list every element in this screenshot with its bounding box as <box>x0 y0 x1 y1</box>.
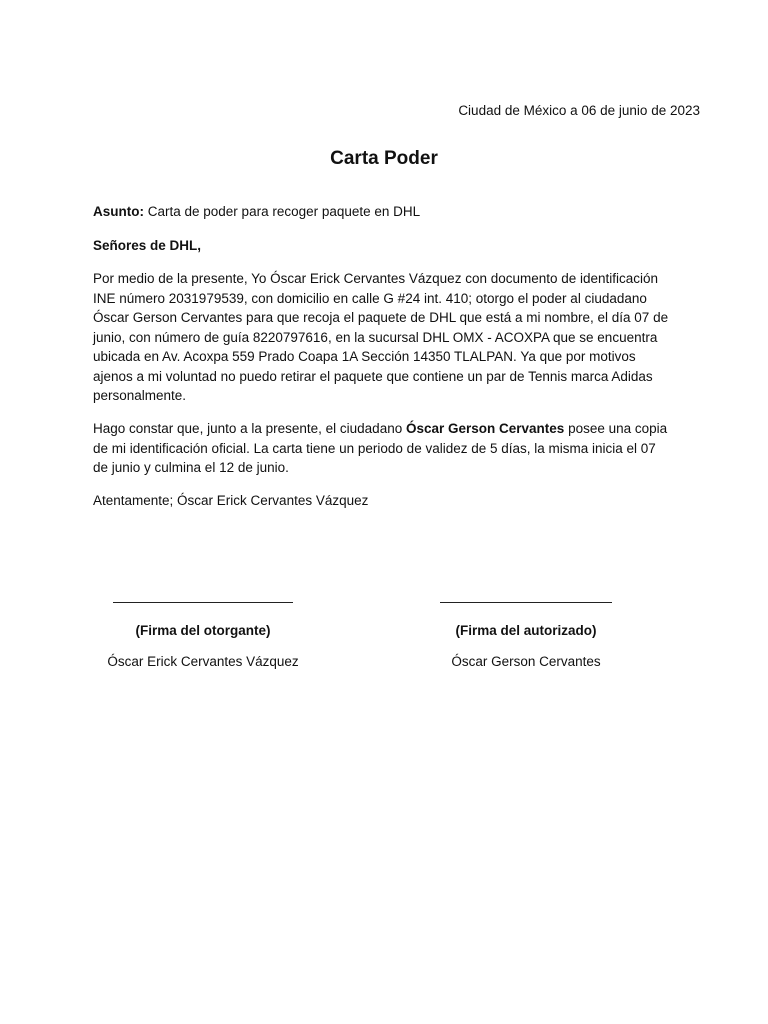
paragraph-2-authorized-name: Óscar Gerson Cervantes <box>405 421 565 436</box>
grantor-signature-block <box>107 588 299 669</box>
grantor-signature-line <box>113 602 293 603</box>
authorized-signature-role: (Firma del autorizado) <box>455 623 597 638</box>
authorized-signature-block <box>440 588 612 669</box>
authorized-name: Óscar Gerson Cervantes <box>451 654 601 669</box>
grantor-signature-role: (Firma del otorgante) <box>135 623 271 638</box>
grantor-name: Óscar Erick Cervantes Vázquez <box>107 654 299 669</box>
subject-text: Carta de poder para recoger paquete en DHL <box>144 204 421 219</box>
paragraph-2 <box>93 419 671 478</box>
authorized-signature-line <box>440 602 612 603</box>
greeting: Señores de DHL, <box>93 238 202 253</box>
subject-line <box>93 202 671 222</box>
paragraph-2-text-end: posee una copia de mi identificación oficial. La carta tiene un periodo de validez de 5 días, la misma inicia el 07 de junio y culmina el 12 de junio. <box>93 421 668 475</box>
paragraph-2-text-start: Hago constar que, junto a la presente, el ciudadano <box>93 421 406 436</box>
closing-line: Atentamente; Óscar Erick Cervantes Vázquez <box>93 493 369 508</box>
page-title: Carta Poder <box>330 148 438 169</box>
paragraph-1: Por medio de la presente, Yo Óscar Erick Cervantes Vázquez con documento de identificación INE número 2031979539, con domicilio en calle G #24 int. 410; otorgo el poder al ciudadano Óscar Gerson Cervantes para que recoja el paquete de DHL que está a mi nombre, el día 07 de junio, con número de guía 8220797616, en la sucursal DHL OMX - ACOXPA que se encuentra ubicada en Av. Acoxpa 559 Prado Coapa 1A Sección 14350 TLALPAN. Ya que por motivos ajenos a mi voluntad no puedo retirar el paquete que contiene un par de Tennis marca Adidas personalmente. <box>93 271 669 403</box>
date-line: Ciudad de México a 06 de junio de 2023 <box>458 103 700 118</box>
subject-label: Asunto: <box>93 204 144 219</box>
